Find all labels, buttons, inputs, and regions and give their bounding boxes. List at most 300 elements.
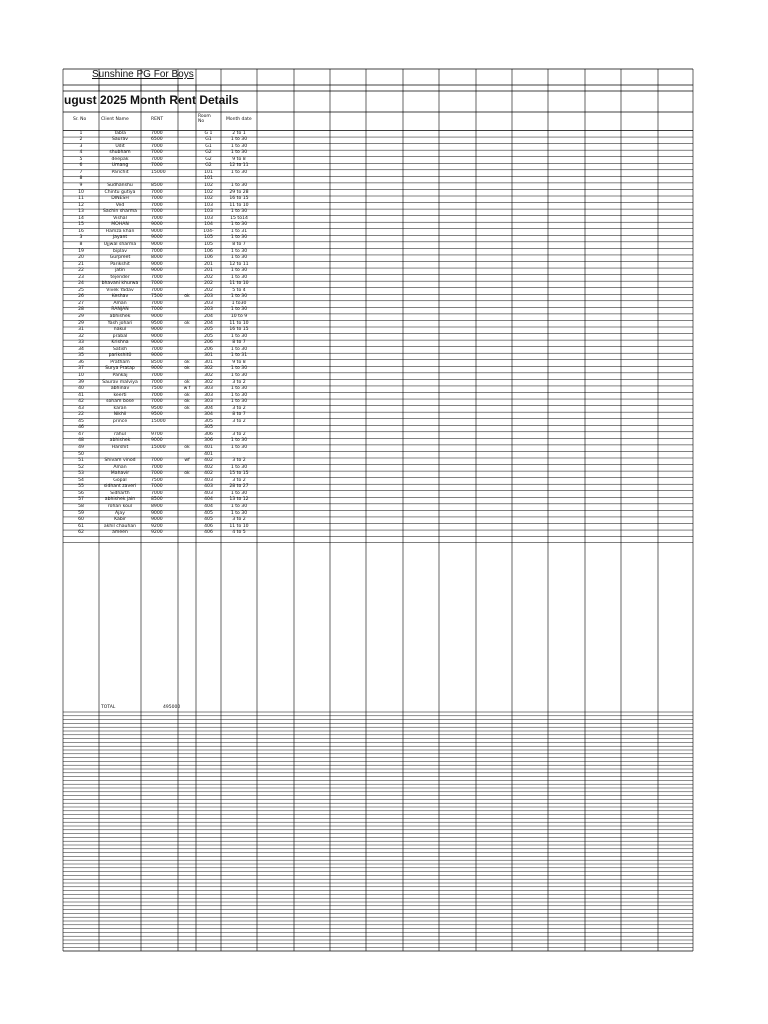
month-date-cell: 13 to 12: [229, 497, 249, 503]
client-name-cell: akhil chauhan: [103, 523, 137, 529]
sr-no-cell: 29: [78, 314, 84, 319]
month-date-cell: 1 to 30: [230, 209, 248, 215]
month-date-cell: 11 to 10: [229, 523, 249, 529]
client-name-cell: jatin: [114, 268, 126, 274]
month-date-cell: 10 to 9: [230, 314, 248, 319]
sr-no-cell: 40: [78, 386, 84, 392]
rent-cell: 9000: [151, 366, 163, 372]
client-name-cell: abhinav: [110, 386, 130, 392]
month-date-cell: 2 to 1: [232, 130, 246, 136]
rent-cell: 7000: [151, 143, 163, 149]
status-cell: ok: [184, 366, 190, 372]
sr-no-cell: 43: [78, 405, 84, 411]
room-no-cell: 304: [204, 412, 213, 418]
room-no-cell: 403: [204, 477, 213, 483]
sr-no-cell: 50: [78, 451, 84, 457]
rent-cell: 8500: [151, 359, 163, 365]
rent-cell: 7000: [151, 287, 163, 293]
status-cell: ok: [184, 294, 190, 300]
client-name-cell: Yash johari: [107, 320, 133, 326]
rent-cell: 7000: [151, 274, 163, 280]
month-date-cell: 11 to 10: [229, 320, 249, 326]
room-no-cell: 305: [204, 425, 213, 431]
month-date-cell: 12 to 11: [229, 261, 249, 267]
status-cell: ok: [184, 359, 190, 365]
sr-no-cell: 23: [78, 274, 84, 280]
sr-no-cell: 53: [78, 471, 84, 477]
client-name-cell: Harshit: [111, 445, 129, 450]
client-name-cell: Parikshit: [110, 261, 130, 267]
month-date-cell: 1 to 30: [230, 255, 248, 261]
sr-no-cell: 4: [79, 150, 83, 156]
room-no-cell: 103: [204, 209, 213, 215]
rent-cell: 7000: [151, 202, 163, 208]
month-date-cell: 8 to 7: [232, 241, 246, 247]
month-date-cell: 15 to 15: [229, 471, 249, 477]
rent-cell: 9500: [151, 412, 163, 418]
sr-no-cell: 34: [78, 346, 84, 352]
month-date-cell: 1 to 30: [230, 248, 248, 254]
rent-cell: 9000: [151, 268, 163, 274]
rent-cell: 8000: [151, 255, 163, 261]
room-no-cell: 404: [204, 497, 213, 503]
rent-cell: 9000: [151, 261, 163, 267]
room-no-cell: 303: [204, 392, 213, 398]
room-no-cell: 101: [204, 176, 213, 182]
sr-no-cell: 8: [79, 176, 83, 182]
room-no-cell: 402: [204, 464, 213, 470]
month-date-cell: 1 to 30: [230, 366, 248, 372]
client-name-cell: Jayant: [112, 235, 128, 241]
sr-no-cell: 33: [78, 340, 84, 346]
rent-cell: 7000: [151, 458, 163, 464]
client-name-cell: Satish: [112, 346, 128, 352]
status-cell: w f: [183, 386, 191, 392]
client-name-cell: Parichit: [111, 169, 129, 175]
room-no-cell: G2: [205, 163, 212, 169]
month-date-cell: 1 to 31: [230, 353, 248, 359]
rent-cell: 7000: [151, 379, 163, 385]
sheet-title: Sunshine PG For Boys: [92, 69, 194, 80]
month-date-cell: 1 to 30: [230, 294, 248, 300]
month-date-cell: 1 to 30: [230, 274, 248, 280]
sr-no-cell: 36: [78, 359, 84, 365]
rent-cell: 9200: [151, 523, 163, 529]
sr-no-cell: 46: [78, 425, 84, 431]
status-cell: wf: [184, 458, 190, 464]
rent-cell: 9000: [151, 235, 163, 241]
room-no-cell: 204: [204, 320, 213, 326]
client-name-cell: Hamza khan: [105, 228, 135, 234]
room-no-cell: 206: [204, 340, 213, 346]
sr-no-cell: 21: [78, 261, 84, 267]
rent-cell: 7000: [151, 196, 163, 202]
sr-no-cell: 60: [78, 517, 84, 523]
room-no-cell: 402: [204, 458, 213, 464]
room-no-cell: 103: [204, 202, 213, 208]
rent-cell: 7000: [151, 300, 163, 306]
header-sr-no: Sr. No: [73, 117, 87, 122]
room-no-cell: 106: [204, 255, 213, 261]
rent-cell: 15000: [151, 418, 166, 424]
sr-no-cell: 24: [78, 281, 84, 287]
sr-no-cell: 54: [78, 477, 84, 483]
sr-no-cell: 14: [78, 215, 84, 221]
client-name-cell: Vivek Yadav: [106, 287, 134, 293]
room-no-cell: 304: [204, 405, 213, 411]
room-no-cell: 201: [204, 268, 213, 274]
rent-cell: 8500: [151, 497, 163, 503]
room-no-cell: 404: [204, 503, 213, 509]
rent-cell: 9700: [151, 431, 163, 437]
rent-cell: 7500: [151, 477, 163, 483]
rent-cell: 9000: [151, 517, 163, 523]
rent-cell: 8500: [151, 183, 163, 188]
room-no-cell: 101: [204, 169, 213, 175]
client-name-cell: Pankaj: [112, 372, 128, 378]
rent-cell: 9000: [151, 353, 163, 359]
rent-cell: 9500: [151, 405, 163, 411]
room-no-cell: 105: [204, 235, 213, 241]
sr-no-cell: 37: [78, 366, 84, 372]
room-no-cell: 105: [204, 241, 213, 247]
sr-no-cell: 56: [78, 490, 84, 496]
room-no-cell: 306: [204, 438, 213, 444]
month-date-cell: 3 to 2: [232, 418, 246, 424]
rent-cell: 7000: [151, 464, 163, 470]
client-name-cell: Aman: [113, 300, 127, 306]
month-date-cell: 1 to 30: [230, 445, 248, 450]
header-client-name: Client Name: [101, 117, 129, 122]
room-no-cell: 401: [204, 451, 213, 457]
sr-no-cell: 19: [78, 248, 84, 254]
client-name-cell: Aman: [113, 464, 127, 470]
sr-no-cell: 12: [78, 202, 84, 208]
rent-cell: 7000: [151, 490, 163, 496]
client-name-cell: deepak: [111, 156, 129, 162]
rent-cell: 7000: [151, 346, 163, 352]
month-date-cell: 16 to 15: [229, 327, 249, 333]
month-date-cell: 12 to 11: [229, 163, 249, 169]
room-no-cell: 106: [204, 248, 213, 254]
rent-cell: 9000: [151, 241, 163, 247]
month-date-cell: 16 to 15: [229, 196, 249, 202]
rent-cell: 7000: [151, 248, 163, 254]
status-cell: ok: [184, 471, 190, 477]
rent-cell: 9000: [151, 314, 163, 319]
sr-no-cell: 10: [78, 189, 84, 195]
rent-cell: 15000: [151, 445, 166, 450]
client-name-cell: ameen: [112, 530, 128, 536]
rent-cell: 6500: [151, 137, 163, 143]
client-name-cell: biplav: [113, 248, 127, 254]
sr-no-cell: 1: [79, 130, 83, 136]
rent-cell: 15000: [151, 169, 166, 175]
rent-cell: 7000: [151, 156, 163, 162]
month-date-cell: 15 to14: [230, 215, 248, 221]
rent-cell: 7000: [151, 215, 163, 221]
client-name-cell: Sachin sharma: [102, 209, 138, 215]
room-no-cell: 203: [204, 294, 213, 300]
sr-no-cell: 16: [78, 228, 84, 234]
sr-no-cell: 3: [79, 143, 83, 149]
sr-no-cell: 15: [78, 222, 84, 228]
month-date-cell: 1 to 30: [230, 235, 248, 241]
room-no-cell: 403: [204, 490, 213, 496]
rent-cell: 9000: [151, 438, 163, 444]
client-name-cell: rahul: [114, 431, 126, 437]
room-no-cell: 302: [204, 379, 213, 385]
sr-no-cell: 51: [78, 458, 84, 464]
month-date-cell: 9 to 8: [232, 359, 246, 365]
client-name-cell: Sudhanshu: [107, 183, 133, 188]
client-name-cell: Ajay: [115, 510, 125, 516]
client-name-cell: Chintu gutiya: [104, 189, 136, 195]
rent-cell: 7500: [151, 294, 163, 300]
month-date-cell: 1 to 30: [230, 346, 248, 352]
total-value: 495000: [163, 705, 181, 710]
room-no-cell: 102: [204, 189, 213, 195]
status-cell: ok: [184, 379, 190, 385]
rent-cell: 7000: [151, 189, 163, 195]
month-date-cell: 1 to 30: [230, 399, 248, 405]
header-month-date: Month date: [226, 117, 252, 122]
rent-cell: 7000: [151, 150, 163, 156]
room-no-cell: 202: [204, 274, 213, 280]
month-date-cell: 8 to 7: [232, 340, 246, 346]
rent-cell: 7000: [151, 484, 163, 490]
client-name-cell: Tabla: [114, 130, 126, 136]
client-name-cell: Ved: [115, 202, 125, 208]
room-no-cell: 103: [204, 215, 213, 221]
room-no-cell: 406: [204, 530, 213, 536]
sr-no-cell: 32: [78, 333, 84, 339]
month-date-cell: 1 to 30: [230, 386, 248, 392]
rent-cell: 7000: [151, 130, 163, 136]
rent-cell: 7000: [151, 307, 163, 313]
month-date-cell: 1 to30: [231, 300, 247, 306]
client-name-cell: DINESH: [111, 196, 129, 202]
rent-cell: 7000: [151, 392, 163, 398]
month-date-cell: 1 to 30: [230, 268, 248, 274]
client-name-cell: Pratham: [110, 359, 130, 365]
sr-no-cell: 11: [78, 196, 84, 202]
sr-no-cell: 57: [78, 497, 84, 503]
client-name-cell: Saurav malviya: [102, 379, 138, 385]
status-cell: ok: [184, 399, 190, 405]
room-no-cell: 405: [204, 510, 213, 516]
room-no-cell: 206: [204, 346, 213, 352]
sr-no-cell: 8: [79, 241, 83, 247]
sr-no-cell: 7: [79, 169, 83, 175]
client-name-cell: Shivam vinod: [104, 458, 136, 464]
month-date-cell: 1 to 30: [230, 490, 248, 496]
client-name-cell: Umang: [111, 163, 129, 169]
rent-cell: 9200: [151, 530, 163, 536]
month-date-cell: 1 to 30: [230, 169, 248, 175]
sr-no-cell: 41: [78, 392, 84, 398]
month-date-cell: 1 to 30: [230, 333, 248, 339]
month-date-cell: 1 to 30: [230, 503, 248, 509]
client-name-cell: Gopal: [113, 477, 127, 483]
client-name-cell: keerti: [113, 392, 127, 398]
sr-no-cell: 22: [78, 412, 84, 418]
month-date-cell: 3 to 2: [232, 431, 246, 437]
month-date-cell: 1 to 30: [230, 307, 248, 313]
month-date-cell: 1 to 30: [230, 392, 248, 398]
room-no-cell: 205: [204, 327, 213, 333]
status-cell: ok: [184, 392, 190, 398]
client-name-cell: tejender: [110, 274, 130, 280]
sr-no-cell: 47: [78, 431, 84, 437]
sheet-subtitle: ugust 2025 Month Rent Details: [64, 93, 239, 107]
sr-no-cell: 25: [78, 287, 84, 293]
month-date-cell: 3 to 2: [232, 458, 246, 464]
room-no-cell: G 1: [204, 130, 213, 136]
sr-no-cell: 22: [78, 268, 84, 274]
client-name-cell: soham bose: [106, 399, 134, 405]
client-name-cell: Kabir: [114, 517, 126, 523]
sr-no-cell: 31: [78, 327, 84, 333]
month-date-cell: 3 to 2: [232, 517, 246, 523]
room-no-cell: 303: [204, 386, 213, 392]
sr-no-cell: 48: [78, 438, 84, 444]
sr-no-cell: 3: [79, 235, 83, 241]
room-no-cell: 305: [204, 418, 213, 424]
room-no-cell: 205: [204, 333, 213, 339]
sr-no-cell: 58: [78, 503, 84, 509]
client-name-cell: Sidharth: [110, 490, 130, 496]
month-date-cell: 8 to 7: [232, 412, 246, 418]
month-date-cell: 28 to 27: [229, 484, 249, 490]
rent-cell: 7000: [151, 163, 163, 169]
status-cell: ok: [184, 445, 190, 450]
room-no-cell: 303: [204, 399, 213, 405]
client-name-cell: Gurpreet: [109, 255, 131, 261]
client-name-cell: rohan koul: [107, 503, 133, 509]
client-name-cell: MOHAN: [111, 222, 129, 228]
month-date-cell: 1 to 31: [230, 228, 248, 234]
sr-no-cell: 28: [78, 307, 84, 313]
month-date-cell: 1 to 30: [230, 372, 248, 378]
sr-no-cell: 13: [78, 209, 84, 215]
sr-no-cell: 62: [78, 530, 84, 536]
sr-no-cell: 42: [78, 399, 84, 405]
client-name-cell: Mahavir: [110, 471, 130, 477]
client-name-cell: Saurav: [111, 137, 129, 143]
room-no-cell: G1: [205, 137, 212, 143]
rent-cell: 7000: [151, 209, 163, 215]
rent-cell: 7500: [151, 386, 163, 392]
month-date-cell: 1 to 30: [230, 438, 248, 444]
month-date-cell: 1 to 30: [230, 137, 248, 143]
status-cell: ok: [184, 320, 190, 326]
room-no-cell: 403: [204, 484, 213, 490]
rent-cell: 9000: [151, 228, 163, 234]
client-name-cell: sidhant zaveri: [103, 484, 137, 490]
sr-no-cell: 29: [78, 320, 84, 326]
sr-no-cell: 55: [78, 484, 84, 490]
sr-no-cell: 6: [79, 163, 83, 169]
month-date-cell: 3 to 2: [232, 405, 246, 411]
room-no-cell: 306: [204, 431, 213, 437]
rent-cell: 9000: [151, 333, 163, 339]
month-date-cell: 1 to 30: [230, 510, 248, 516]
client-name-cell: prince: [112, 418, 128, 424]
sr-no-cell: 20: [78, 255, 84, 261]
rent-cell: 9000: [151, 327, 163, 333]
month-date-cell: 3 to 2: [232, 379, 246, 385]
client-name-cell: karan: [113, 405, 127, 411]
client-name-cell: Udit: [115, 143, 125, 149]
client-name-cell: nakul: [113, 327, 127, 333]
sr-no-cell: 9: [79, 183, 83, 188]
rent-cell: 8900: [151, 503, 163, 509]
client-name-cell: shubham: [109, 150, 131, 156]
client-name-cell: parikshit0: [108, 353, 132, 359]
room-no-cell: 405: [204, 517, 213, 523]
room-no-cell: 203: [204, 307, 213, 313]
rent-cell: 9500: [151, 320, 163, 326]
client-name-cell: Krishna: [111, 340, 129, 346]
room-no-cell: 202: [204, 287, 213, 293]
client-name-cell: abhishek: [109, 438, 131, 444]
room-no-cell: 102: [204, 183, 213, 188]
rent-cell: 7000: [151, 399, 163, 405]
rent-cell: 9000: [151, 222, 163, 228]
sr-no-cell: 2: [79, 137, 83, 143]
month-date-cell: 11 to 10: [229, 202, 249, 208]
sr-no-cell: 5: [79, 156, 83, 162]
month-date-cell: 1 to 30: [230, 143, 248, 149]
month-date-cell: 1 to 30: [230, 222, 248, 228]
client-name-cell: Nikhil: [113, 412, 127, 418]
room-no-cell: 406: [204, 523, 213, 529]
room-no-cell: 302: [204, 372, 213, 378]
sr-no-cell: 26: [78, 294, 84, 300]
room-no-cell: 203: [204, 300, 213, 306]
client-name-cell: abhishek: [109, 314, 131, 319]
month-date-cell: 11 to 10: [229, 281, 249, 287]
room-no-cell: 102: [204, 196, 213, 202]
client-name-cell: prabal: [112, 333, 128, 339]
month-date-cell: 1 to 30: [230, 464, 248, 470]
room-no-cell: 204: [204, 314, 213, 319]
month-date-cell: 3 to 2: [232, 477, 246, 483]
sr-no-cell: 61: [78, 523, 84, 529]
room-no-cell: G1: [205, 143, 212, 149]
client-name-cell: Keshav: [111, 294, 129, 300]
room-no-cell: 401: [204, 445, 213, 450]
room-no-cell: 302: [204, 366, 213, 372]
client-name-cell: abhishek jain: [104, 497, 136, 503]
rent-cell: 9000: [151, 340, 163, 346]
room-no-cell: 402: [204, 471, 213, 477]
sr-no-cell: 45: [78, 418, 84, 424]
month-date-cell: 4 to 5: [232, 530, 246, 536]
client-name-cell: Ujjwal sharma: [103, 241, 137, 247]
client-name-cell: bhavani khurwa: [101, 281, 139, 287]
client-name-cell: Surya Pratap: [105, 366, 135, 372]
month-date-cell: 5 to 4: [232, 287, 246, 293]
rent-cell: 7000: [151, 372, 163, 378]
month-date-cell: 1 to 30: [230, 183, 248, 188]
client-name-cell: Vishal: [113, 215, 127, 221]
status-cell: ok: [184, 405, 190, 411]
sr-no-cell: 52: [78, 464, 84, 470]
room-no-cell: G2: [205, 156, 212, 162]
month-date-cell: 1 to 30: [230, 150, 248, 156]
